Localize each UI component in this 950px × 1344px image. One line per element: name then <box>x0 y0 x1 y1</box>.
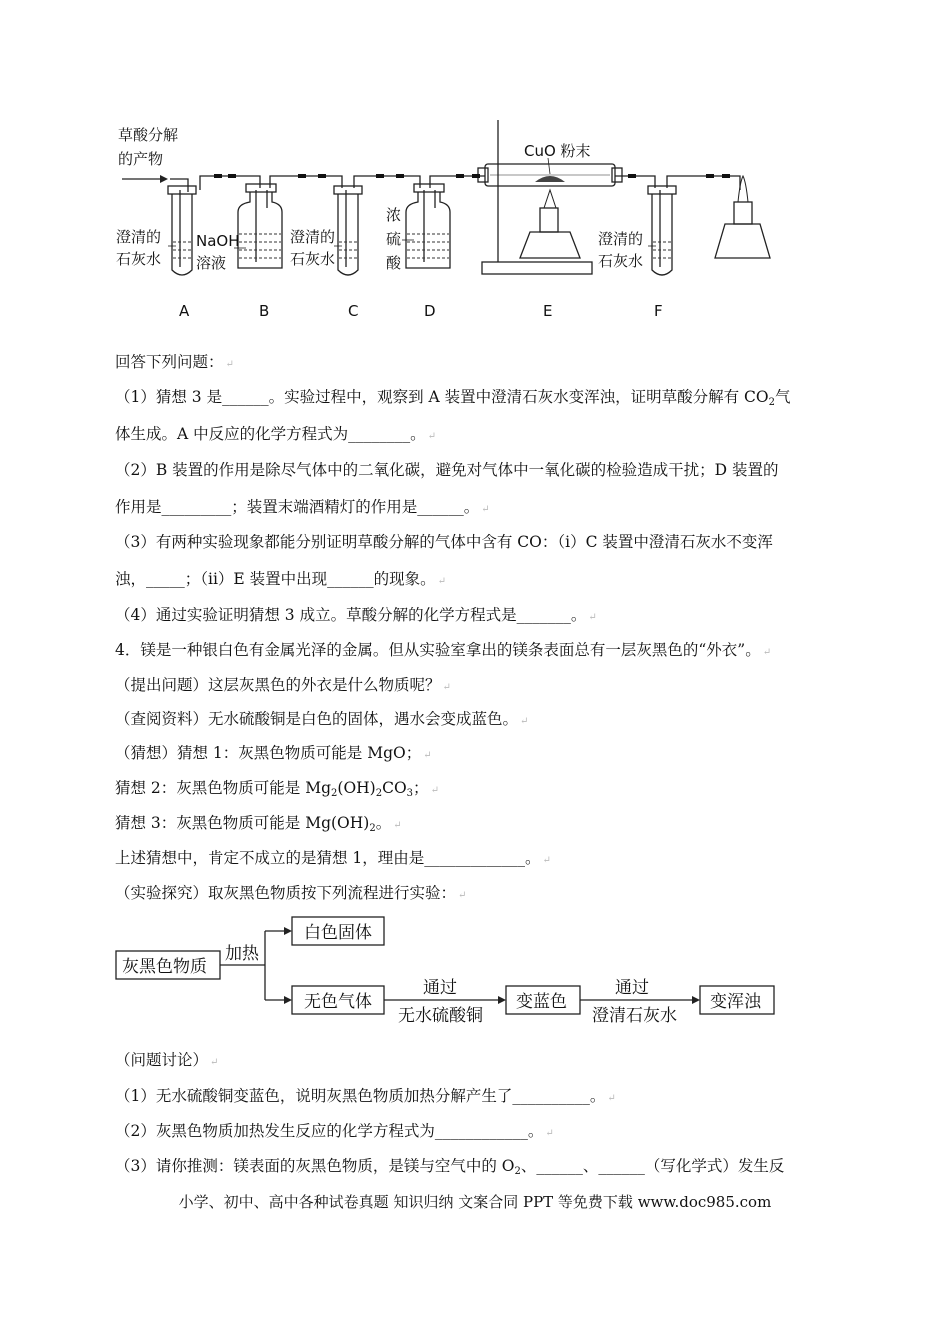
letter-d: D <box>424 302 436 320</box>
question-2-line-2: 作用是_________；装置末端酒精灯的作用是______。 ↵ <box>115 498 490 516</box>
apparatus-diagram <box>110 112 810 327</box>
explore-line: （实验探究）取灰黑色物质按下列流程进行实验： ↵ <box>115 884 467 902</box>
intro-line: 回答下列问题： ↵ <box>115 353 234 371</box>
ask-question-line: （提出问题）这层灰黑色的外衣是什么物质呢？ ↵ <box>115 676 451 694</box>
discuss-line: （问题讨论） ↵ <box>115 1051 219 1069</box>
a-label: 石灰水 <box>116 250 162 268</box>
cuo-label: CuO 粉末 <box>524 142 591 160</box>
question-3-line-1: （3）有两种实验现象都能分别证明草酸分解的气体中含有 CO：（i）C 装置中澄清石灰水不变浑 <box>115 533 773 551</box>
flow-turbid-text: 变浑浊 <box>710 992 761 1012</box>
flow-diagram <box>110 905 790 1030</box>
inlet-label: 草酸分解 <box>118 126 179 144</box>
guess-2-line: 猜想 2：灰黑色物质可能是 $Mg_2(OH)_2CO_3$； ↵ <box>115 779 439 799</box>
reference-info-line: （查阅资料）无水硫酸铜是白色的固体，遇水会变成蓝色。 ↵ <box>115 710 529 728</box>
d-label: 硫 <box>386 230 402 248</box>
discuss-3-line: （3）请你推测：镁表面的灰黑色物质，是镁与空气中的 $O_2$、______、______（写化学式）发生反 <box>115 1157 785 1177</box>
flow-heat-text: 加热 <box>225 944 259 964</box>
flow-pass1-bottom: 无水硫酸铜 <box>398 1006 483 1026</box>
a-label: 澄清的 <box>116 228 162 246</box>
question-1-line-1: （1）猜想 3 是______。实验过程中，观察到 A 装置中澄清石灰水变浑浊，证明草酸分解有 $CO_2$气 <box>115 388 791 408</box>
flow-colorless-gas-text: 无色气体 <box>304 992 372 1012</box>
letter-a: A <box>179 302 190 320</box>
discuss-1-line: （1）无水硫酸铜变蓝色，说明灰黑色物质加热分解产生了__________。 ↵ <box>115 1087 616 1105</box>
guess-1-line: （猜想）猜想 1：灰黑色物质可能是 MgO； ↵ <box>115 744 432 762</box>
f-label: 澄清的 <box>598 230 644 248</box>
letter-c: C <box>348 302 359 320</box>
letter-e: E <box>543 302 553 320</box>
flow-pass2-bottom: 澄清石灰水 <box>592 1006 677 1026</box>
d-label: 酸 <box>386 254 402 272</box>
flow-start-text: 灰黑色物质 <box>122 957 207 977</box>
flow-pass1-top: 通过 <box>423 978 457 998</box>
inlet-label: 的产物 <box>118 150 164 168</box>
flow-turn-blue-text: 变蓝色 <box>516 992 567 1012</box>
flow-pass2-top: 通过 <box>615 978 649 998</box>
question-2-line-1: （2）B 装置的作用是除尽气体中的二氧化碳，避免对气体中一氧化碳的检验造成干扰；D 装置的 <box>115 461 779 479</box>
c-label: 澄清的 <box>290 228 336 246</box>
f-label: 石灰水 <box>598 252 644 270</box>
discuss-2-line: （2）灰黑色物质加热发生反应的化学方程式为____________。 ↵ <box>115 1122 554 1140</box>
b-label: NaOH <box>196 232 240 250</box>
letter-f: F <box>654 302 663 320</box>
question-1-line-2: 体生成。A 中反应的化学方程式为________。 ↵ <box>115 425 437 443</box>
question-3-line-2: 浊，_____；（ii）E 装置中出现______的现象。 ↵ <box>115 570 447 588</box>
guess-3-line: 猜想 3：灰黑色物质可能是 $Mg(OH)_2$。 ↵ <box>115 814 402 834</box>
problem-4-stem: 4．镁是一种银白色有金属光泽的金属。但从实验室拿出的镁条表面总有一层灰黑色的“外衣”。 ↵ <box>115 641 772 659</box>
c-label: 石灰水 <box>290 250 336 268</box>
d-label: 浓 <box>386 206 402 224</box>
question-4-line: （4）通过实验证明猜想 3 成立。草酸分解的化学方程式是_______。 ↵ <box>115 606 597 624</box>
page-footer: 小学、初中、高中各种试卷真题 知识归纳 文案合同 PPT 等免费下载 www.doc985.com <box>178 1193 772 1211</box>
flow-white-solid-text: 白色固体 <box>304 923 372 943</box>
not-hold-line: 上述猜想中，肯定不成立的是猜想 1，理由是_____________。 ↵ <box>115 849 551 867</box>
b-label: 溶液 <box>196 254 227 272</box>
letter-b: B <box>259 302 270 320</box>
